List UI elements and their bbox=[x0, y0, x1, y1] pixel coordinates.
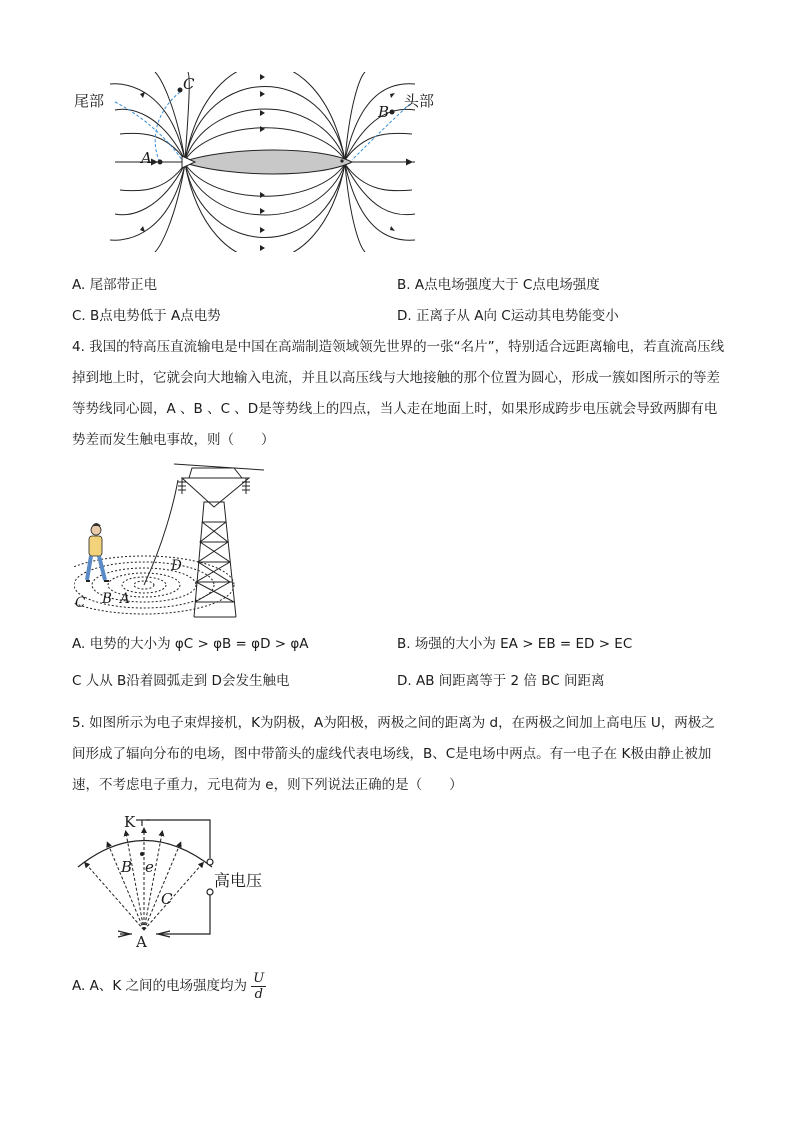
fig3-label-A: A bbox=[136, 933, 147, 951]
fig3-label-e: e bbox=[145, 858, 154, 876]
q4-option-b: B. 场强的大小为 EA > EB = ED > EC bbox=[397, 636, 633, 652]
fraction-numerator: U bbox=[253, 970, 265, 986]
fig3-label-K: K bbox=[124, 813, 136, 831]
fig2-point-D: D bbox=[171, 558, 182, 574]
fig3-label-C: C bbox=[161, 890, 173, 908]
q5-option-a bbox=[72, 966, 266, 1006]
q3-option-c: C. B点电势低于 A点电势 bbox=[72, 308, 221, 324]
q5-option-a-text: A. A、K 之间的电场强度均为 bbox=[72, 978, 247, 994]
fig3-label-B: B bbox=[121, 858, 133, 876]
q3-option-a: A. 尾部带正电 bbox=[72, 277, 158, 293]
q5-stem: 5. 如图所示为电子束焊接机，K为阴极，A为阳极，两极之间的距离为 d，在两极之间加上高电压 U，两极之间形成了辐向分布的电场，图中带箭头的虚线代表电场线，B、C是电场中两点。有一电子在 K极由静止被加速，不考虑电子重力，元电荷为 e，则下列说法正确的是（ ） bbox=[72, 715, 715, 793]
fig2-point-B: B bbox=[102, 591, 112, 607]
q4-stem: 4. 我国的特高压直流输电是中国在高端制造领域领先世界的一张“名片”，特别适合远距离输电，若直流高压线掉到地上时，它就会向大地输入电流，并且以高压线与大地接触的那个位置为圆心，形成一簇如图所示的等差等势线同心圆，A 、B 、C 、D是等势线上的四点，当人走在地面上时，如果形成跨步电压就会导致两脚有电势差而发生触电事故，则（ ） bbox=[72, 339, 725, 448]
fig1-label-tail: 尾部 bbox=[74, 92, 105, 110]
fig3-label-high-voltage: 高电压 bbox=[214, 871, 263, 890]
fig1-point-B: B bbox=[378, 103, 390, 121]
q4-option-c: C 人从 B沿着圆弧走到 D会发生触电 bbox=[72, 673, 290, 689]
fig2-point-C: C bbox=[75, 595, 86, 611]
fig2-point-A: A bbox=[120, 591, 130, 607]
fraction-denominator: d bbox=[254, 986, 263, 1002]
fraction-U-over-d bbox=[251, 971, 266, 1002]
figure-fish-field bbox=[60, 72, 440, 252]
q4-option-d: D. AB 间距离等于 2 倍 BC 间距离 bbox=[397, 673, 605, 689]
q4-option-a: A. 电势的大小为 φC > φB = φD > φA bbox=[72, 636, 309, 652]
fig1-label-head: 头部 bbox=[404, 92, 435, 110]
fig1-point-C: C bbox=[183, 75, 195, 93]
q3-option-d: D. 正离子从 A向 C运动其电势能变小 bbox=[397, 308, 619, 324]
q3-option-b: B. A点电场强度大于 C点电场强度 bbox=[397, 277, 600, 293]
fig1-point-A: A bbox=[141, 149, 152, 167]
